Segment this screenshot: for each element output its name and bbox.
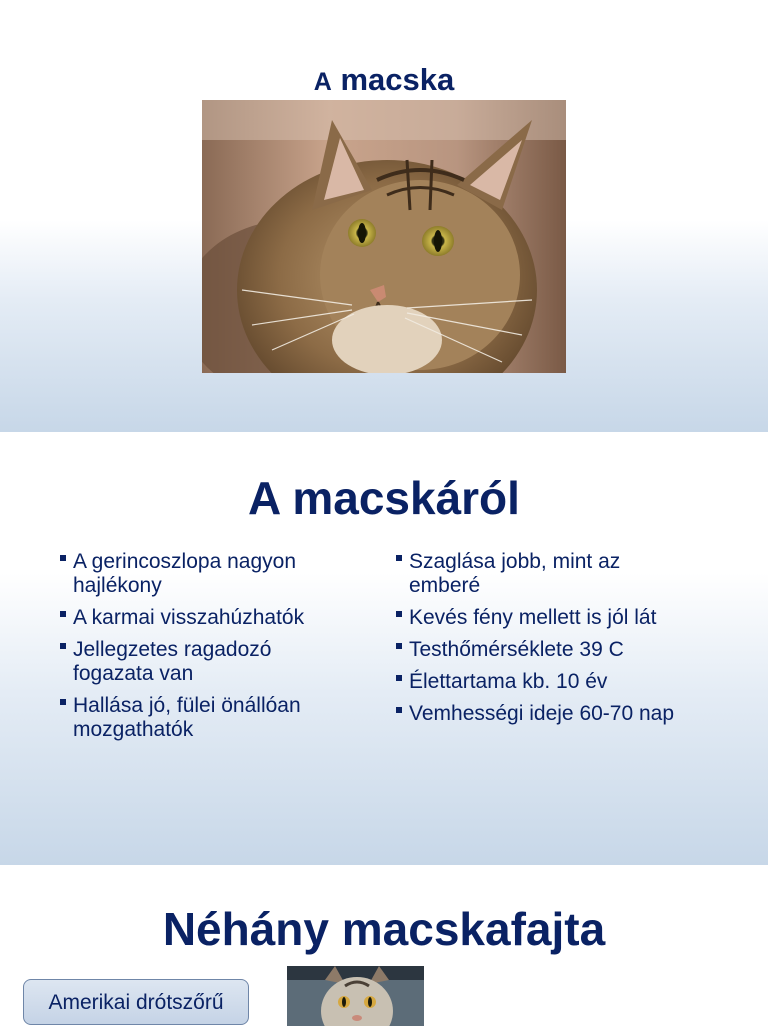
bullet-text: Vemhességi ideje 60-70 nap	[409, 702, 675, 725]
bullet-square-icon	[396, 611, 402, 617]
slide-about-heading: A macskáról	[248, 472, 520, 524]
bullet-square-icon	[60, 611, 66, 617]
bullet-item	[396, 702, 686, 726]
slide-breeds-heading: Néhány macskafajta	[162, 903, 606, 955]
bullet-square-icon	[396, 643, 402, 649]
bullet-text: Testhőmérséklete 39 C	[409, 638, 624, 661]
slide-about	[0, 433, 768, 865]
breed-photo	[287, 966, 424, 1026]
bullet-item	[396, 670, 686, 694]
bullet-item	[396, 550, 686, 598]
bullet-square-icon	[396, 555, 402, 561]
bullet-text: Kevés fény mellett is jól lát	[409, 606, 657, 629]
bullet-item	[60, 550, 350, 598]
slide-breeds	[0, 866, 768, 1026]
bullet-text: A karmai visszahúzhatók	[73, 606, 305, 629]
bullet-column-right	[396, 550, 686, 734]
bullet-square-icon	[396, 707, 402, 713]
bullet-item	[60, 694, 350, 742]
bullet-text: A gerincoszlopa nagyon hajlékony	[73, 550, 296, 597]
bullet-text: Jellegzetes ragadozó fogazata van	[73, 638, 272, 685]
bullet-square-icon	[60, 643, 66, 649]
breed-photo-image	[287, 966, 424, 1026]
slide-title	[0, 0, 768, 432]
bullet-square-icon	[60, 555, 66, 561]
bullet-item	[396, 606, 686, 630]
bullet-column-left	[60, 550, 350, 750]
bullet-square-icon	[60, 699, 66, 705]
title-prefix: A	[313, 68, 332, 96]
bullet-text: Élettartama kb. 10 év	[409, 670, 608, 693]
bullet-item	[60, 606, 350, 630]
breed-button-american-wirehair[interactable]: Amerikai drótszőrű	[23, 979, 249, 1025]
bullet-square-icon	[396, 675, 402, 681]
bullet-item	[60, 638, 350, 686]
title-main: macska	[340, 62, 455, 97]
bullet-text: Hallása jó, fülei önállóan mozgathatók	[73, 694, 301, 741]
cat-photo-image	[202, 100, 566, 373]
bullet-text: Szaglása jobb, mint az emberé	[409, 550, 621, 597]
bullet-item	[396, 638, 686, 662]
cat-photo	[202, 100, 566, 373]
slide-title-heading	[0, 62, 768, 98]
